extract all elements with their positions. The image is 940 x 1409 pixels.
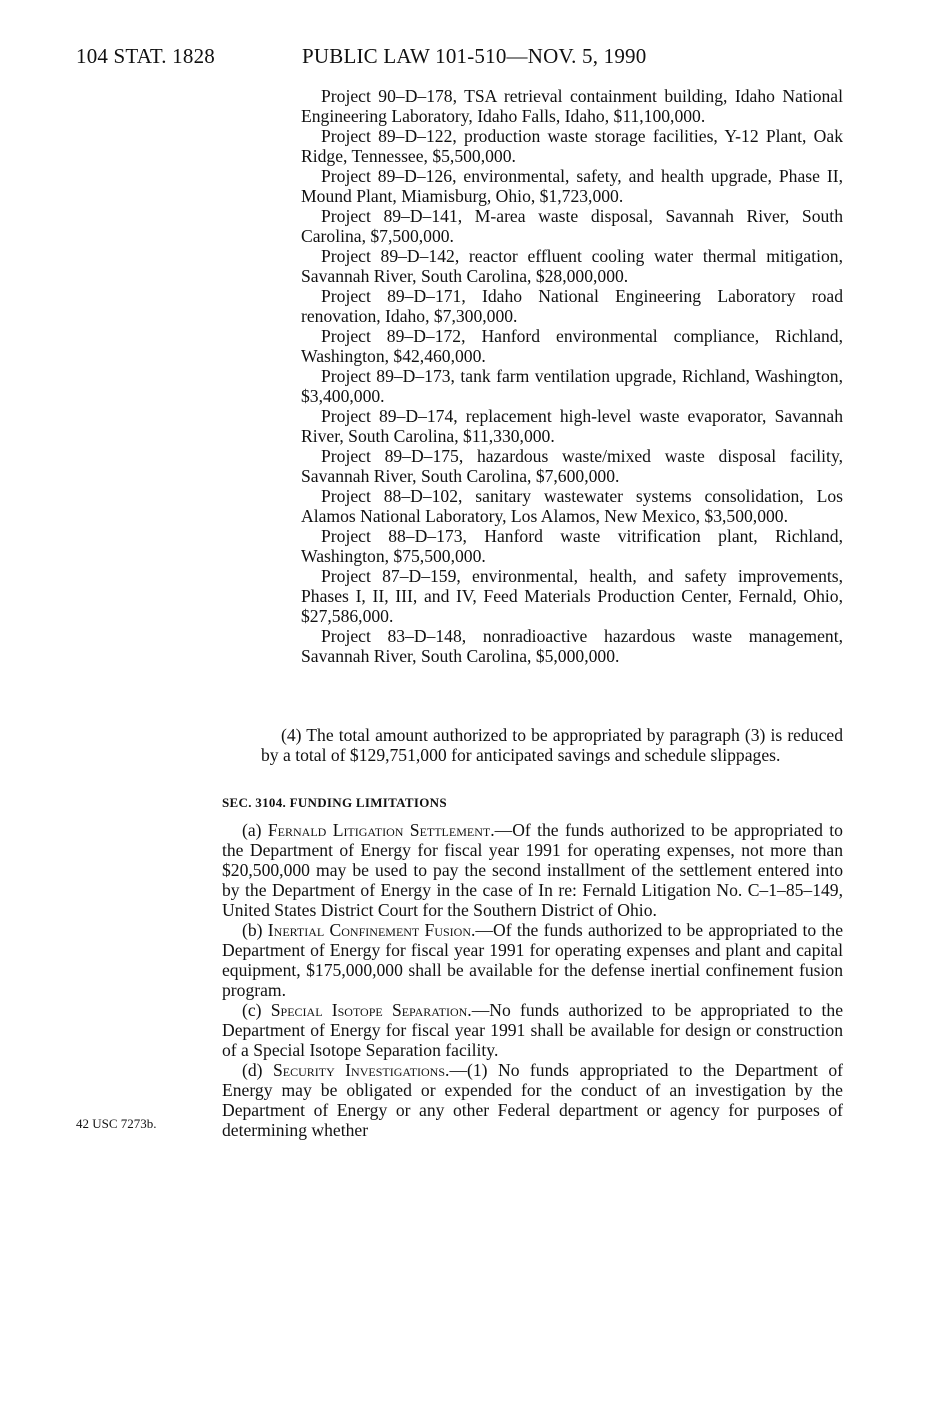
margin-citation-note: 42 USC 7273b. <box>76 1116 157 1131</box>
subsection-text: —Of the funds authorized to be appropriated to the Department of Energy for fiscal year 1991 for operating expenses and plant and capital equipment, $175,000,000 shall be available for the defense inertial confinement fusion program. <box>222 920 844 1000</box>
subsection-a <box>222 820 843 920</box>
subsection-prefix: (c) <box>242 1000 271 1020</box>
subsection-text: —No funds authorized to be appropriated to the Department of Energy for fiscal year 1991 shall be available for design or construction of a Special Isotope Separation facility. <box>222 1000 843 1060</box>
page-header <box>76 44 846 74</box>
subsection-title: Inertial Confinement Fusion. <box>267 920 476 940</box>
subsection-text: —(1) No funds appropriated to the Department of Energy may be obligated or expended for the conduct of an investigation by the Department of Energy or any other Federal department or agency for purposes of determining whether <box>222 1060 843 1140</box>
subsection-prefix: (a) <box>242 820 268 840</box>
project-item: Project 83–D–148, nonradioactive hazardous waste management, Savannah River, South Carolina, $5,000,000. <box>301 626 843 666</box>
subsection-b <box>222 920 843 1000</box>
project-item: Project 87–D–159, environmental, health, and safety improvements, Phases I, II, III, and IV, Feed Materials Production Center, Fernald, Ohio, $27,586,000. <box>301 566 843 626</box>
project-item: Project 90–D–178, TSA retrieval containment building, Idaho National Engineering Laboratory, Idaho Falls, Idaho, $11,100,000. <box>301 86 843 126</box>
subsection-title: Special Isotope Separation. <box>270 1000 472 1020</box>
subsection-title: Security Investigations. <box>272 1060 450 1080</box>
public-law-title: PUBLIC LAW 101-510—NOV. 5, 1990 <box>302 44 647 68</box>
section-heading: SEC. 3104. FUNDING LIMITATIONS <box>222 795 447 810</box>
stat-page-number: 104 STAT. 1828 <box>76 44 215 68</box>
project-list <box>301 86 843 666</box>
subsection-c <box>222 1000 843 1060</box>
project-item: Project 88–D–102, sanitary wastewater systems consolidation, Los Alamos National Laboratory, Los Alamos, New Mexico, $3,500,000. <box>301 486 843 526</box>
subsection-title: Fernald Litigation Settlement. <box>267 820 495 840</box>
project-item: Project 89–D–122, production waste storage facilities, Y-12 Plant, Oak Ridge, Tennessee, $5,500,000. <box>301 126 843 166</box>
project-item: Project 89–D–174, replacement high-level waste evaporator, Savannah River, South Carolina, $11,330,000. <box>301 406 843 446</box>
project-item: Project 89–D–141, M-area waste disposal, Savannah River, South Carolina, $7,500,000. <box>301 206 843 246</box>
subsection-text: —Of the funds authorized to be appropriated to the Department of Energy for fiscal year 1991 for operating expenses, not more than $20,500,000 may be used to pay the second installment of the settlement entered into by the Department of Energy in the case of In re: Fernald Litigation No. C–1–85–149, United States District Court for the Southern District of Ohio. <box>222 820 843 920</box>
project-item: Project 89–D–171, Idaho National Engineering Laboratory road renovation, Idaho, $7,300,000. <box>301 286 843 326</box>
project-item: Project 89–D–172, Hanford environmental compliance, Richland, Washington, $42,460,000. <box>301 326 843 366</box>
project-item: Project 89–D–173, tank farm ventilation upgrade, Richland, Washington, $3,400,000. <box>301 366 843 406</box>
subsection-d <box>222 1060 843 1140</box>
section-subsections <box>222 820 843 1140</box>
subsection-prefix: (d) <box>242 1060 273 1080</box>
project-item: Project 89–D–175, hazardous waste/mixed waste disposal facility, Savannah River, South Carolina, $7,600,000. <box>301 446 843 486</box>
paragraph-4: (4) The total amount authorized to be appropriated by paragraph (3) is reduced by a total of $129,751,000 for anticipated savings and schedule slippages. <box>261 725 843 765</box>
project-item: Project 88–D–173, Hanford waste vitrification plant, Richland, Washington, $75,500,000. <box>301 526 843 566</box>
project-item: Project 89–D–142, reactor effluent cooling water thermal mitigation, Savannah River, South Carolina, $28,000,000. <box>301 246 843 286</box>
subsection-prefix: (b) <box>242 920 268 940</box>
project-item: Project 89–D–126, environmental, safety, and health upgrade, Phase II, Mound Plant, Miamisburg, Ohio, $1,723,000. <box>301 166 843 206</box>
